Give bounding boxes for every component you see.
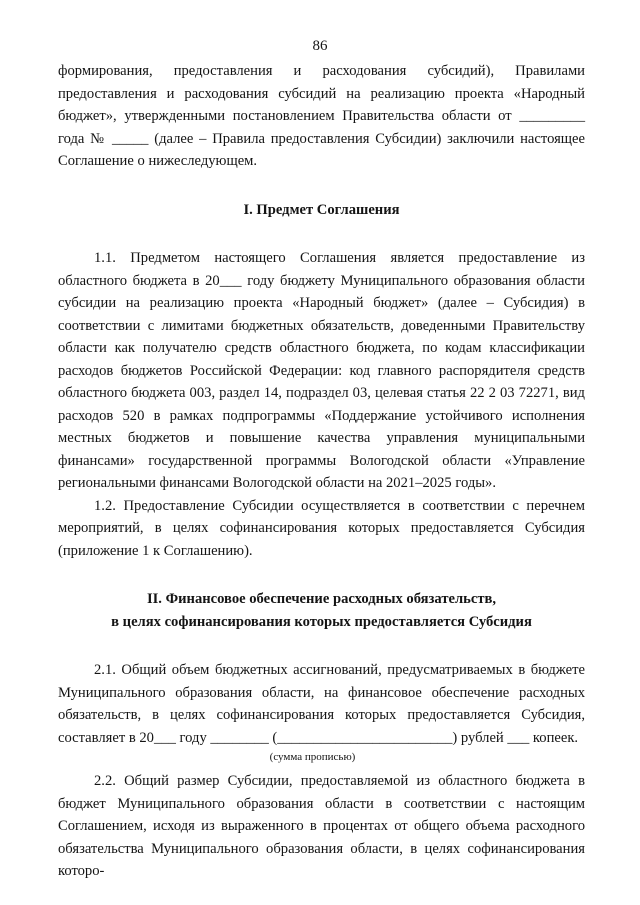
paragraph-2-1: 2.1. Общий объем бюджетных ассигнований, предусматриваемых в бюджете Муниципального образования области, на финансовое обеспечение расходных обязательств, в целях софинансирования которых предоставляется Субсидия, составляет в 20___ году ________ (________________________) рублей ___ копеек. bbox=[58, 662, 585, 746]
section-1-title: I. Предмет Соглашения bbox=[243, 201, 400, 218]
section-2-title-line-2: в целях софинансирования которых предоставляется Субсидия bbox=[111, 613, 532, 630]
paragraph-1-1: 1.1. Предметом настоящего Соглашения является предоставление из областного бюджета в 20___ году бюджету Муниципального образования области субсидии на реализацию проекта «Народный бюджет» (далее – Субсидия) в соответствии с лимитами бюджетных обязательств, доведенными Правительству области как получателю средств областного бюджета, по кодам классификации расходов бюджетов Российской Федерации: код главного распорядителя средств областного бюджета 003, раздел 14, подраздел 03, целевая статья 22 2 03 72271, вид расходов 520 в рамках подпрограммы «Поддержание устойчивого исполнения местных бюджетов и повышение качества управления муниципальными финансами» государственной программы Вологодской области «Управление региональными финансами Вологодской области на 2021–2025 годы». bbox=[58, 250, 585, 491]
document-body bbox=[58, 60, 585, 883]
intro-paragraph: формирования, предоставления и расходования субсидий), Правилами предоставления и расходования субсидий на реализацию проекта «Народный бюджет», утвержденными постановлением Правительства области от _________ года № _____ (далее – Правила предоставления Субсидии) заключили настоящее Соглашение о нижеследующем. bbox=[58, 63, 585, 169]
section-2-title-line-1: II. Финансовое обеспечение расходных обязательств, bbox=[146, 591, 497, 607]
paragraph-2-2: 2.2. Общий размер Субсидии, предоставляемой из областного бюджета в бюджет Муниципального образования области в соответствии с настоящим Соглашением, исходя из выраженного в процентах от общего объема расходного обязательства Муниципального образования области, в целях софинансирования которо- bbox=[58, 773, 585, 879]
amount-in-words-hint-text: (сумма прописью) bbox=[269, 751, 356, 763]
amount-in-words-hint bbox=[58, 750, 585, 764]
page-number: 86 bbox=[312, 38, 328, 54]
paragraph-1-2: 1.2. Предоставление Субсидии осуществляется в соответствии с перечнем мероприятий, в целях софинансирования которых предоставляется Субсидия (приложение 1 к Соглашению). bbox=[58, 497, 585, 559]
